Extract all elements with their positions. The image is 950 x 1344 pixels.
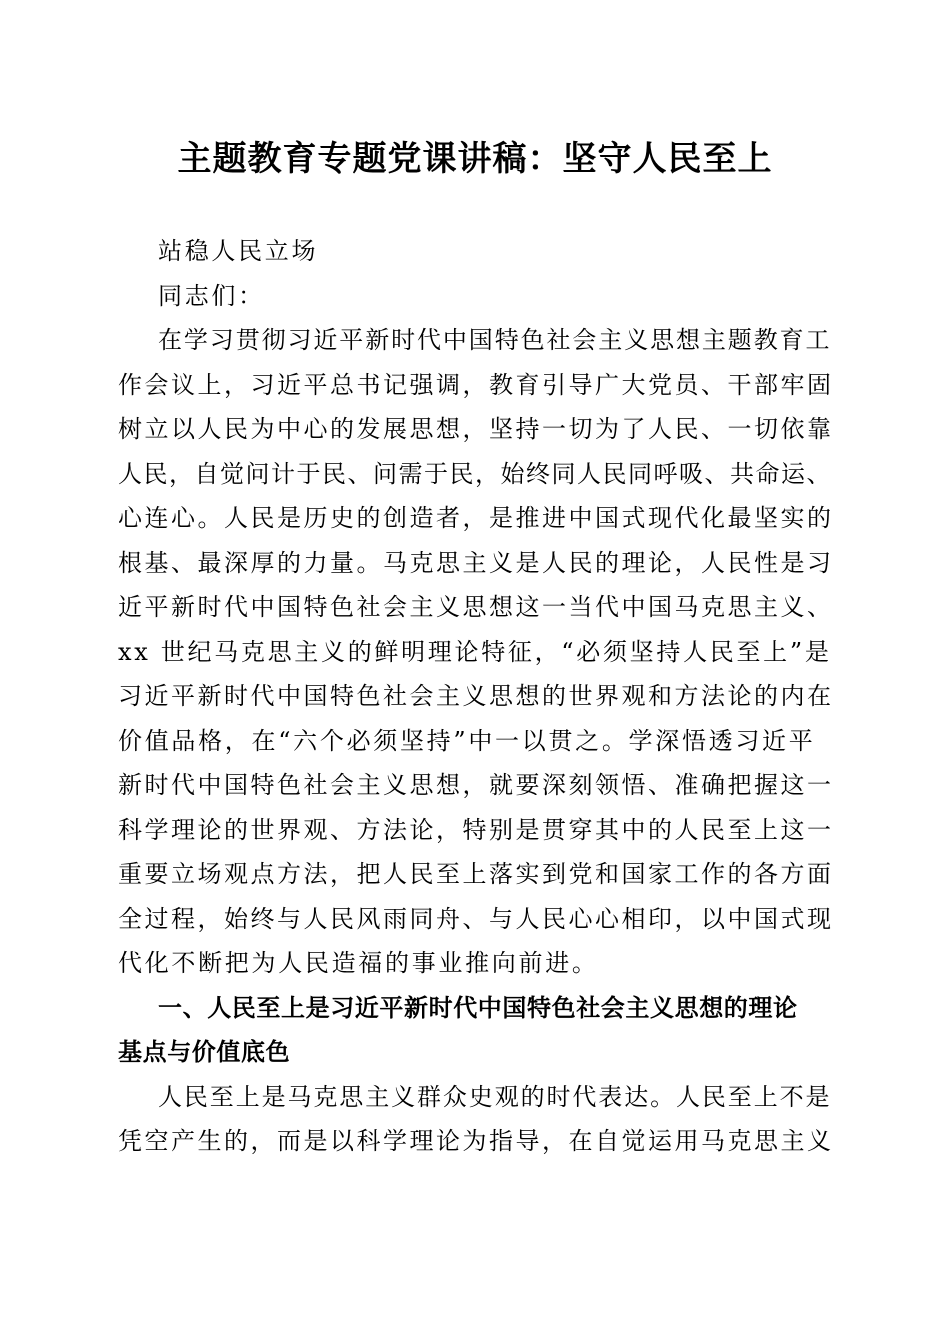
paragraph-1 <box>118 318 834 986</box>
paragraph-line: 新时代中国特色社会主义思想，就要深刻领悟、准确把握这一 <box>118 771 834 799</box>
paragraph-line: 凭空产生的，而是以科学理论为指导，在自觉运用马克思主义 <box>118 1127 834 1155</box>
document-body <box>118 229 834 1164</box>
paragraph-line: 近平新时代中国特色社会主义思想这一当代中国马克思主义、 <box>118 593 834 621</box>
paragraph-2 <box>118 1075 834 1164</box>
section-heading-line: 一、人民至上是习近平新时代中国特色社会主义思想的理论 <box>158 992 798 1022</box>
paragraph-line: 重要立场观点方法，把人民至上落实到党和国家工作的各方面 <box>118 860 834 888</box>
paragraph-line: 代化不断把为人民造福的事业推向前进。 <box>118 949 599 977</box>
paragraph-line: 作会议上，习近平总书记强调，教育引导广大党员、干部牢固 <box>118 370 834 399</box>
subtitle: 站稳人民立场 <box>158 237 319 265</box>
paragraph-line: 树立以人民为中心的发展思想，坚持一切为了人民、一切依靠 <box>118 415 834 443</box>
paragraph-line: 人民至上是马克思主义群众史观的时代表达。人民至上不是 <box>158 1082 832 1111</box>
paragraph-line: 习近平新时代中国特色社会主义思想的世界观和方法论的内在 <box>118 682 834 710</box>
document-title: 主题教育专题党课讲稿：坚守人民至上 <box>177 139 773 179</box>
paragraph-line: xx 世纪马克思主义的鲜明理论特征，“必须坚持人民至上”是 <box>118 637 832 666</box>
section-1-heading <box>118 986 822 1075</box>
paragraph-line: 价值品格，在“六个必须坚持”中一以贯之。学深悟透习近平 <box>118 726 816 755</box>
paragraph-line: 全过程，始终与人民风雨同舟、与人民心心相印，以中国式现 <box>118 904 834 933</box>
paragraph-line: 人民，自觉问计于民、问需于民，始终同人民同呼吸、共命运、 <box>118 459 832 488</box>
paragraph-line: 科学理论的世界观、方法论，特别是贯穿其中的人民至上这一 <box>118 815 834 844</box>
section-heading-line: 基点与价值底色 <box>118 1037 291 1066</box>
salutation: 同志们： <box>158 281 265 310</box>
paragraph-line: 在学习贯彻习近平新时代中国特色社会主义思想主题教育工 <box>158 326 832 354</box>
paragraph-line: 心连心。人民是历史的创造者，是推进中国式现代化最坚实的 <box>118 504 834 532</box>
paragraph-line: 根基、最深厚的力量。马克思主义是人民的理论，人民性是习 <box>118 548 834 577</box>
